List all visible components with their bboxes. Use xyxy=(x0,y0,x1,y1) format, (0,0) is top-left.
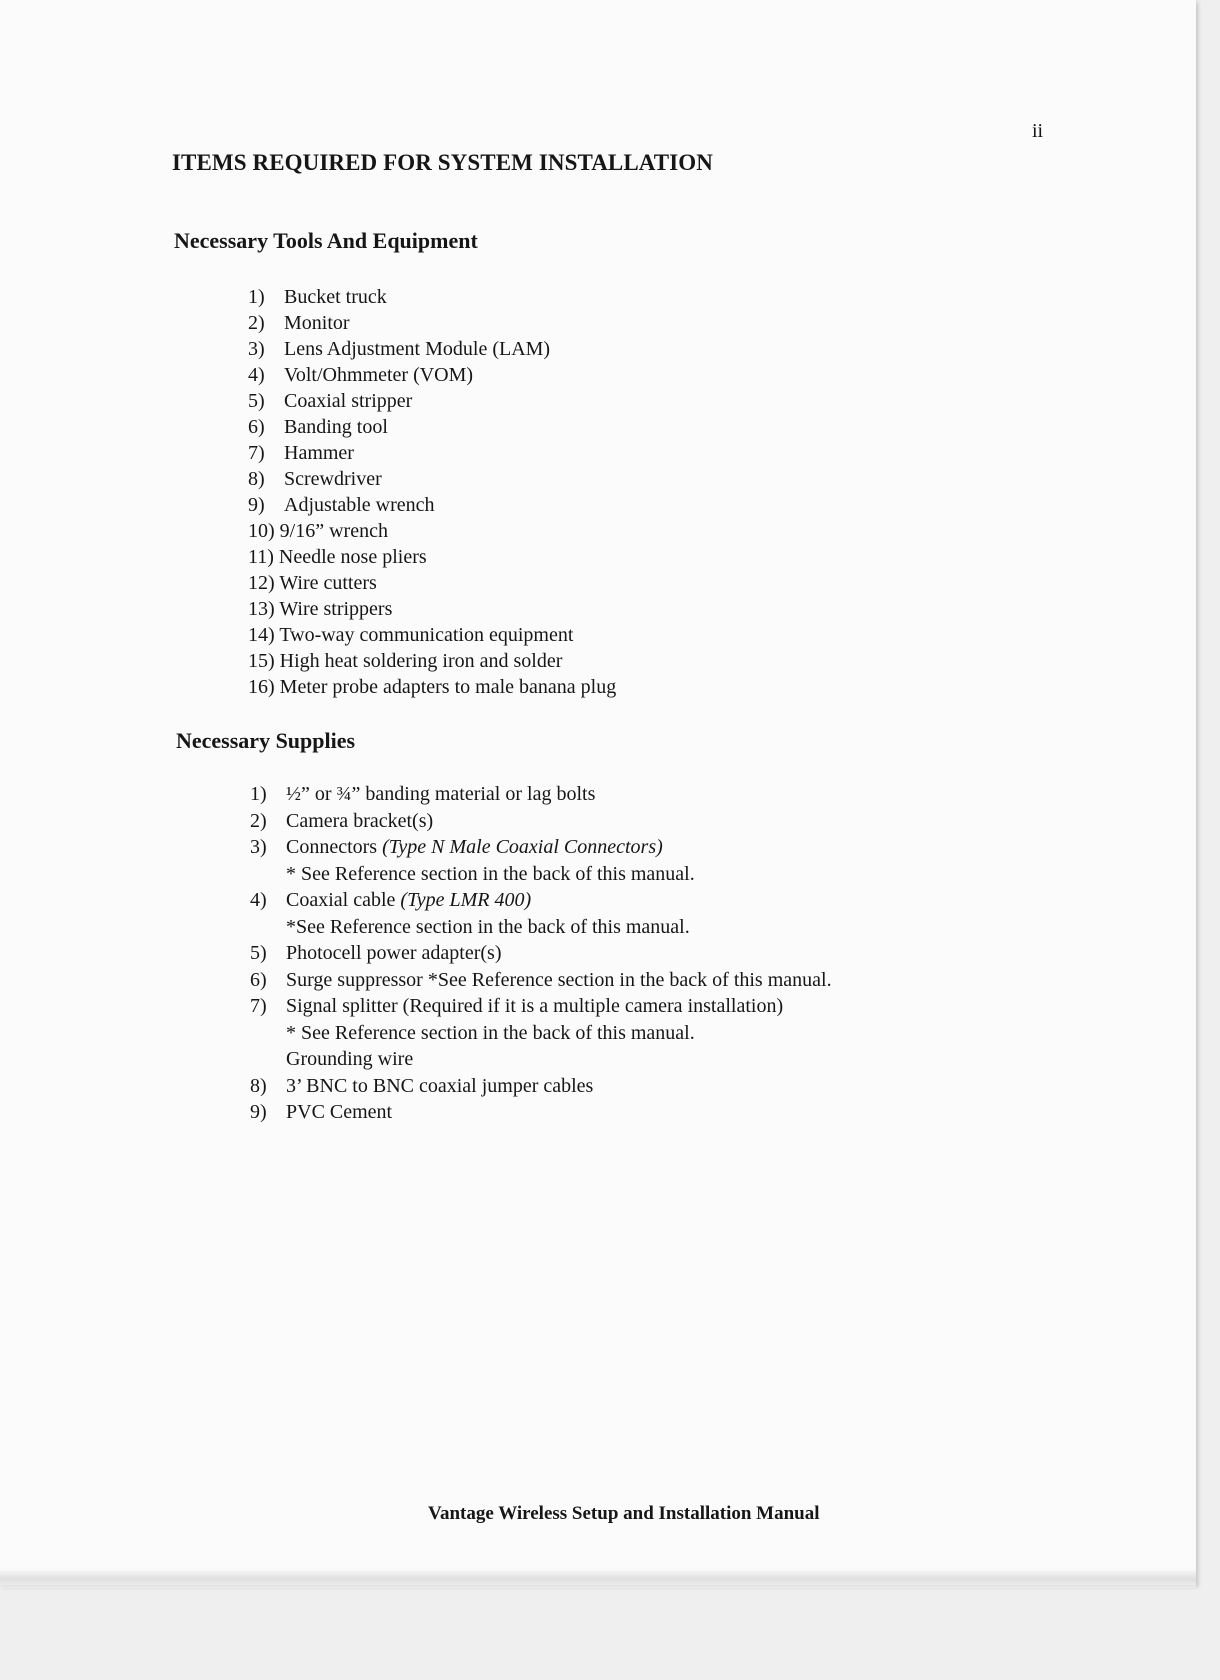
item-text: Photocell power adapter(s) xyxy=(286,942,502,964)
item-text: Wire strippers xyxy=(279,598,393,620)
list-item xyxy=(248,310,616,336)
list-item xyxy=(250,834,832,887)
item-number: 1) xyxy=(248,286,265,308)
list-item xyxy=(250,1073,832,1100)
item-number: 6) xyxy=(248,416,265,438)
list-item xyxy=(250,887,832,940)
item-number: 1) xyxy=(250,783,267,805)
list-item xyxy=(250,808,832,835)
reference-note: * See Reference section in the back of this manual. xyxy=(286,1021,695,1044)
tools-list xyxy=(248,284,616,700)
list-item xyxy=(248,336,616,362)
list-item xyxy=(248,492,616,518)
list-item xyxy=(248,648,616,674)
item-number: 3) xyxy=(250,836,267,858)
list-item xyxy=(250,940,832,967)
list-item xyxy=(250,967,832,994)
reference-note: *See Reference section in the back of this manual. xyxy=(286,915,690,938)
reference-note: * See Reference section in the back of this manual. xyxy=(286,862,695,885)
item-number: 2) xyxy=(248,312,265,334)
list-item xyxy=(248,414,616,440)
item-number: 4) xyxy=(250,889,267,911)
list-item xyxy=(248,466,616,492)
item-text: Screwdriver xyxy=(284,468,382,490)
list-item xyxy=(248,284,616,310)
item-text: Bucket truck xyxy=(284,286,387,308)
item-number: 5) xyxy=(250,942,267,964)
item-type-note: (Type N Male Coaxial Connectors) xyxy=(382,836,663,858)
item-number: 3) xyxy=(248,338,265,360)
item-number: 14) xyxy=(248,624,275,646)
item-text: 9/16” wrench xyxy=(279,520,388,542)
supplies-list xyxy=(250,781,832,1126)
page-number: ii xyxy=(1032,120,1044,142)
item-number: 9) xyxy=(250,1101,267,1123)
item-number: 5) xyxy=(248,390,265,412)
item-text: Wire cutters xyxy=(279,572,377,594)
item-text: Camera bracket(s) xyxy=(286,809,434,832)
item-text: Volt/Ohmmeter (VOM) xyxy=(284,364,474,386)
item-text: Lens Adjustment Module (LAM) xyxy=(284,338,551,360)
list-item xyxy=(248,674,616,700)
item-number: 9) xyxy=(248,494,265,516)
list-item xyxy=(248,440,616,466)
item-number: 2) xyxy=(250,809,267,832)
item-text: Surge suppressor *See Reference section in the back of this manual. xyxy=(286,968,832,991)
list-item xyxy=(250,993,832,1073)
item-text: PVC Cement xyxy=(286,1101,393,1123)
list-item xyxy=(250,1099,832,1126)
item-number: 7) xyxy=(250,995,267,1017)
item-number: 4) xyxy=(248,364,265,386)
item-number: 13) xyxy=(248,598,275,620)
item-text: Monitor xyxy=(284,312,350,334)
tools-heading: Necessary Tools And Equipment xyxy=(174,228,478,253)
item-number: 15) xyxy=(248,650,275,672)
item-text: Needle nose pliers xyxy=(278,546,427,568)
item-text: Hammer xyxy=(284,442,354,464)
list-item xyxy=(248,362,616,388)
item-text: Adjustable wrench xyxy=(284,494,435,516)
list-item xyxy=(248,544,616,570)
list-item xyxy=(248,570,616,596)
item-type-note: (Type LMR 400) xyxy=(400,889,532,911)
item-number: 10) xyxy=(248,520,275,542)
item-text: Connectors xyxy=(286,836,378,858)
item-text: 3’ BNC to BNC coaxial jumper cables xyxy=(286,1074,594,1097)
scan-edge-strip xyxy=(0,1570,1196,1588)
item-text: Signal splitter (Required if it is a multiple camera installation) xyxy=(286,995,784,1017)
item-number: 16) xyxy=(248,676,275,698)
list-item xyxy=(248,596,616,622)
item-number: 12) xyxy=(248,572,275,594)
item-text: Two-way communication equipment xyxy=(279,624,574,646)
document-title: ITEMS REQUIRED FOR SYSTEM INSTALLATION xyxy=(172,150,713,175)
item-number: 7) xyxy=(248,442,265,464)
list-item xyxy=(248,388,616,414)
item-text: Coaxial cable xyxy=(286,889,396,911)
list-item xyxy=(250,781,832,808)
list-item xyxy=(248,622,616,648)
item-number: 6) xyxy=(250,968,267,991)
item-text: Banding tool xyxy=(284,416,388,438)
item-text: ½” or ¾” banding material or lag bolts xyxy=(286,783,596,805)
list-item xyxy=(248,518,616,544)
item-number: 11) xyxy=(248,546,274,568)
item-text: Meter probe adapters to male banana plug xyxy=(279,676,617,698)
item-text: High heat soldering iron and solder xyxy=(279,650,563,672)
page-footer: Vantage Wireless Setup and Installation Manual xyxy=(428,1503,820,1524)
supplies-heading: Necessary Supplies xyxy=(176,728,356,753)
item-text: Coaxial stripper xyxy=(284,390,413,412)
item-number: 8) xyxy=(250,1074,267,1097)
item-number: 8) xyxy=(248,468,265,490)
grounding-wire-text: Grounding wire xyxy=(286,1048,414,1070)
